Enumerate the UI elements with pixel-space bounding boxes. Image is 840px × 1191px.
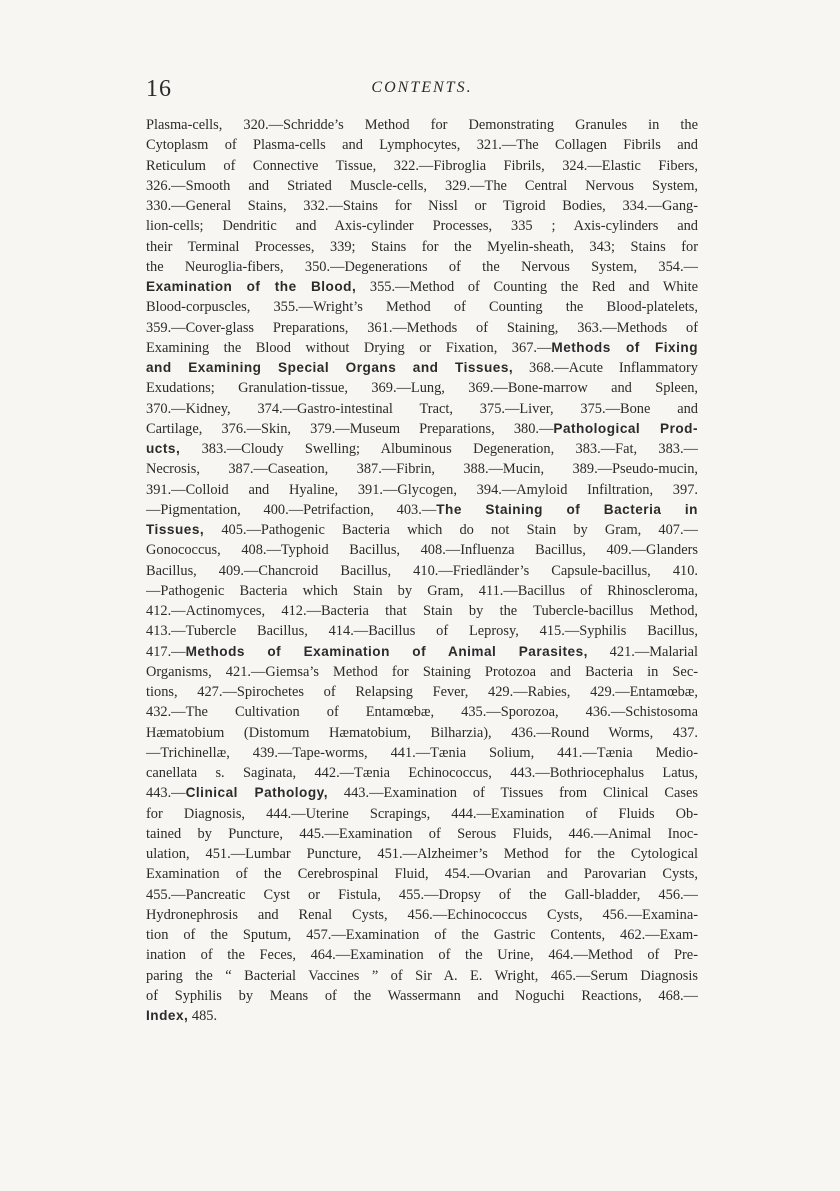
contents-text: 370.—Kidney, 374.—Gastro-intestinal Tract, 375.—Liver, 375.—Bone and: [146, 400, 698, 417]
contents-text: ination of the Feces, 464.—Examination of the Urine, 464.—Method of Pre-: [146, 947, 698, 964]
contents-text: Exudations; Granulation-tissue, 369.—Lung, 369.—Bone-marrow and Spleen,: [146, 380, 698, 397]
contents-text: 485.: [188, 1008, 218, 1024]
contents-line: [146, 682, 698, 702]
contents-text: 355.—Method of Counting the Red and White: [356, 279, 698, 295]
contents-line: [146, 723, 698, 743]
contents-line: [146, 318, 698, 338]
contents-line: [146, 378, 698, 398]
contents-line: [146, 176, 698, 196]
contents-line: [146, 338, 698, 358]
contents-line: [146, 702, 698, 722]
contents-line: [146, 277, 698, 297]
contents-line: [146, 216, 698, 236]
contents-body: [146, 115, 698, 1026]
section-heading: Tissues,: [146, 522, 205, 537]
contents-text: 443.—: [146, 785, 186, 802]
contents-line: [146, 561, 698, 581]
section-heading: Pathological Prod-: [553, 420, 698, 436]
contents-text: Hæmatobium (Distomum Hæmatobium, Bilharzia), 436.—Round Worms, 437.: [146, 724, 698, 741]
contents-line: [146, 1006, 698, 1026]
contents-line: [146, 986, 698, 1006]
contents-text: Examination of the Cerebrospinal Fluid, 454.—Ovarian and Parovarian Cysts,: [146, 866, 698, 883]
section-heading: Index,: [146, 1008, 189, 1023]
contents-line: [146, 358, 698, 378]
contents-text: 455.—Pancreatic Cyst or Fistula, 455.—Dropsy of the Gall-bladder, 456.—: [146, 886, 698, 903]
contents-text: 405.—Pathogenic Bacteria which do not Stain by Gram, 407.—: [204, 522, 698, 538]
contents-text: —Trichinellæ, 439.—Tape-worms, 441.—Tænia Solium, 441.—Tænia Medio-: [146, 744, 698, 761]
contents-text: Necrosis, 387.—Caseation, 387.—Fibrin, 388.—Mucin, 389.—Pseudo-mucin,: [146, 461, 698, 478]
contents-line: [146, 581, 698, 601]
contents-text: 359.—Cover-glass Preparations, 361.—Methods of Staining, 363.—Methods of: [146, 319, 698, 336]
contents-line: [146, 662, 698, 682]
contents-text: tions, 427.—Spirochetes of Relapsing Fever, 429.—Rabies, 429.—Entamœbæ,: [146, 684, 698, 700]
page-header: [146, 76, 698, 108]
contents-text: Cartilage, 376.—Skin, 379.—Museum Preparations, 380.—: [146, 420, 554, 437]
section-heading: Methods of Fixing: [551, 339, 698, 355]
contents-text: 443.—Examination of Tissues from Clinical Cases: [327, 785, 698, 802]
contents-line: [146, 844, 698, 864]
running-head: CONTENTS.: [371, 79, 473, 96]
contents-line: [146, 905, 698, 925]
contents-text: of Syphilis by Means of the Wassermann and Noguchi Reactions, 468.—: [146, 987, 698, 1004]
contents-line: [146, 257, 698, 277]
section-heading: Clinical Pathology,: [185, 785, 328, 801]
contents-line: [146, 115, 698, 135]
contents-text: 412.—Actinomyces, 412.—Bacteria that Stain by the Tubercle-bacillus Method,: [146, 603, 698, 619]
contents-line: [146, 945, 698, 965]
contents-text: canellata s. Saginata, 442.—Tænia Echinococcus, 443.—Bothriocephalus Latus,: [146, 765, 698, 781]
contents-line: [146, 783, 698, 803]
contents-line: [146, 480, 698, 500]
contents-line: [146, 520, 698, 540]
contents-line: [146, 642, 698, 662]
section-heading: and Examining Special Organs and Tissues,: [146, 360, 514, 375]
contents-text: the Neuroglia-fibers, 350.—Degenerations of the Nervous System, 354.—: [146, 258, 698, 275]
contents-text: Organisms, 421.—Giemsa’s Method for Staining Protozoa and Bacteria in Sec-: [146, 663, 698, 680]
contents-line: [146, 135, 698, 155]
contents-line: [146, 459, 698, 479]
contents-text: Cytoplasm of Plasma-cells and Lymphocytes, 321.—The Collagen Fibrils and: [146, 137, 698, 154]
contents-line: [146, 621, 698, 641]
contents-line: [146, 439, 698, 459]
contents-text: 421.—Malarial: [587, 643, 698, 660]
contents-line: [146, 743, 698, 763]
contents-text: 413.—Tubercle Bacillus, 414.—Bacillus of Leprosy, 415.—Syphilis Bacillus,: [146, 623, 698, 640]
contents-text: paring the “ Bacterial Vaccines ” of Sir A. E. Wright, 465.—Serum Diagnosis: [146, 967, 698, 984]
contents-line: [146, 925, 698, 945]
section-heading: The Staining of Bacteria in: [436, 501, 698, 517]
contents-line: [146, 156, 698, 176]
contents-line: [146, 500, 698, 520]
contents-text: Blood-corpuscles, 355.—Wright’s Method of Counting the Blood-platelets,: [146, 299, 698, 316]
section-heading: Methods of Examination of Animal Parasites,: [185, 643, 588, 659]
contents-line: [146, 885, 698, 905]
contents-line: [146, 824, 698, 844]
contents-text: Bacillus, 409.—Chancroid Bacillus, 410.—Friedländer’s Capsule-bacillus, 410.: [146, 562, 698, 579]
contents-text: tion of the Sputum, 457.—Examination of the Gastric Contents, 462.—Exam-: [146, 927, 698, 943]
section-heading: Examination of the Blood,: [146, 279, 357, 294]
contents-line: [146, 864, 698, 884]
contents-text: Plasma-cells, 320.—Schridde’s Method for Demonstrating Granules in the: [146, 117, 698, 133]
contents-line: [146, 763, 698, 783]
contents-line: [146, 601, 698, 621]
contents-line: [146, 419, 698, 439]
contents-text: 330.—General Stains, 332.—Stains for Nissl or Tigroid Bodies, 334.—Gang-: [146, 198, 698, 214]
contents-text: 432.—The Cultivation of Entamœbæ, 435.—Sporozoa, 436.—Schistosoma: [146, 704, 698, 721]
page-number: 16: [146, 76, 172, 102]
contents-text: for Diagnosis, 444.—Uterine Scrapings, 444.—Examination of Fluids Ob-: [146, 805, 698, 822]
contents-line: [146, 399, 698, 419]
contents-text: their Terminal Processes, 339; Stains for the Myelin-sheath, 343; Stains for: [146, 238, 698, 255]
contents-text: 391.—Colloid and Hyaline, 391.—Glycogen, 394.—Amyloid Infiltration, 397.: [146, 481, 698, 498]
section-heading: ucts,: [146, 441, 181, 456]
contents-text: Hydronephrosis and Renal Cysts, 456.—Echinococcus Cysts, 456.—Examina-: [146, 906, 698, 923]
contents-line: [146, 196, 698, 216]
contents-text: ulation, 451.—Lumbar Puncture, 451.—Alzheimer’s Method for the Cytological: [146, 846, 698, 862]
contents-text: 368.—Acute Inflammatory: [513, 360, 698, 376]
contents-text: 326.—Smooth and Striated Muscle-cells, 329.—The Central Nervous System,: [146, 177, 698, 194]
contents-text: lion-cells; Dendritic and Axis-cylinder Processes, 335 ; Axis-cylinders and: [146, 218, 698, 235]
contents-text: 417.—: [146, 643, 186, 660]
contents-text: —Pigmentation, 400.—Petrifaction, 403.—: [146, 501, 437, 518]
contents-line: [146, 237, 698, 257]
contents-text: —Pathogenic Bacteria which Stain by Gram, 411.—Bacillus of Rhinoscleroma,: [146, 582, 698, 599]
contents-text: Gonococcus, 408.—Typhoid Bacillus, 408.—Influenza Bacillus, 409.—Glanders: [146, 542, 698, 559]
contents-text: tained by Puncture, 445.—Examination of Serous Fluids, 446.—Animal Inoc-: [146, 825, 698, 842]
contents-text: Reticulum of Connective Tissue, 322.—Fibroglia Fibrils, 324.—Elastic Fibers,: [146, 157, 698, 174]
contents-text: Examining the Blood without Drying or Fixation, 367.—: [146, 339, 552, 356]
contents-line: [146, 297, 698, 317]
contents-line: [146, 540, 698, 560]
contents-line: [146, 966, 698, 986]
contents-text: 383.—Cloudy Swelling; Albuminous Degeneration, 383.—Fat, 383.—: [180, 441, 698, 457]
contents-line: [146, 804, 698, 824]
